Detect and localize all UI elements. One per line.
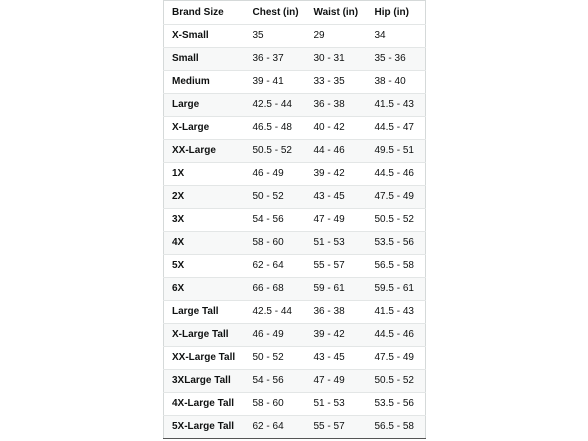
chest-cell: 50 - 52 <box>245 347 306 370</box>
hip-cell: 53.5 - 56 <box>367 393 426 416</box>
hip-cell: 44.5 - 46 <box>367 163 426 186</box>
waist-cell: 40 - 42 <box>306 117 367 140</box>
chest-cell: 66 - 68 <box>245 278 306 301</box>
table-row <box>164 209 426 232</box>
table-row <box>164 71 426 94</box>
header-waist: Waist (in) <box>306 1 367 25</box>
chest-cell: 58 - 60 <box>245 393 306 416</box>
brand-size-cell: 3XLarge Tall <box>164 370 245 393</box>
waist-cell: 33 - 35 <box>306 71 367 94</box>
brand-size-cell: 5X-Large Tall <box>172 421 235 432</box>
waist-cell: 47 - 49 <box>306 370 367 393</box>
waist-cell: 44 - 46 <box>306 140 367 163</box>
header-chest: Chest (in) <box>245 1 306 25</box>
hip-cell: 44.5 - 46 <box>367 324 426 347</box>
brand-size-cell: 4X <box>164 232 245 255</box>
waist-cell: 47 - 49 <box>306 209 367 232</box>
brand-size-cell: Large Tall <box>164 301 245 324</box>
brand-size-cell: Medium <box>164 71 245 94</box>
header-hip: Hip (in) <box>367 1 426 25</box>
size-chart-header <box>164 1 426 25</box>
chest-cell: 50.5 - 52 <box>245 140 306 163</box>
chest-cell: 54 - 56 <box>245 370 306 393</box>
hip-cell: 35 - 36 <box>367 48 426 71</box>
chest-cell: 36 - 37 <box>245 48 306 71</box>
waist-cell: 59 - 61 <box>306 278 367 301</box>
table-row <box>164 25 426 48</box>
brand-size-cell: X-Large <box>164 117 245 140</box>
table-row <box>164 324 426 347</box>
waist-cell: 51 - 53 <box>306 393 367 416</box>
hip-cell: 38 - 40 <box>367 71 426 94</box>
hip-cell: 49.5 - 51 <box>367 140 426 163</box>
waist-cell: 39 - 42 <box>306 324 367 347</box>
waist-cell: 39 - 42 <box>306 163 367 186</box>
hip-cell: 47.5 - 49 <box>367 186 426 209</box>
table-row <box>164 416 426 439</box>
waist-cell: 55 - 57 <box>313 421 345 432</box>
chest-cell: 42.5 - 44 <box>245 301 306 324</box>
hip-cell: 59.5 - 61 <box>367 278 426 301</box>
brand-size-cell: 4X-Large Tall <box>164 393 245 416</box>
chest-cell: 46 - 49 <box>245 163 306 186</box>
table-row <box>164 232 426 255</box>
table-row <box>164 140 426 163</box>
header-brand-size: Brand Size <box>164 1 245 25</box>
hip-cell: 41.5 - 43 <box>367 94 426 117</box>
header-row <box>164 1 426 25</box>
waist-cell: 43 - 45 <box>306 186 367 209</box>
table-row <box>164 186 426 209</box>
table-row <box>164 94 426 117</box>
brand-size-cell: Large <box>164 94 245 117</box>
brand-size-cell: X-Large Tall <box>164 324 245 347</box>
brand-size-cell: 2X <box>164 186 245 209</box>
hip-cell: 41.5 - 43 <box>367 301 426 324</box>
chest-cell: 50 - 52 <box>245 186 306 209</box>
hip-cell: 50.5 - 52 <box>367 370 426 393</box>
hip-cell: 56.5 - 58 <box>374 421 414 432</box>
table-row <box>164 163 426 186</box>
table-row <box>164 347 426 370</box>
chest-cell: 42.5 - 44 <box>245 94 306 117</box>
hip-cell: 47.5 - 49 <box>367 347 426 370</box>
hip-cell: 53.5 - 56 <box>367 232 426 255</box>
hip-cell: 44.5 - 47 <box>367 117 426 140</box>
brand-size-cell: 1X <box>164 163 245 186</box>
brand-size-cell: Small <box>164 48 245 71</box>
hip-cell: 34 <box>367 25 426 48</box>
table-row <box>164 301 426 324</box>
brand-size-cell: 6X <box>164 278 245 301</box>
waist-cell: 55 - 57 <box>306 255 367 278</box>
hip-cell: 50.5 - 52 <box>367 209 426 232</box>
waist-cell: 36 - 38 <box>306 301 367 324</box>
table-row <box>164 278 426 301</box>
chest-cell: 62 - 64 <box>245 255 306 278</box>
waist-cell: 51 - 53 <box>306 232 367 255</box>
waist-cell: 36 - 38 <box>306 94 367 117</box>
chest-cell: 46 - 49 <box>245 324 306 347</box>
table-row <box>164 117 426 140</box>
brand-size-cell: 5X <box>164 255 245 278</box>
table-row <box>164 255 426 278</box>
chest-cell: 39 - 41 <box>245 71 306 94</box>
waist-cell: 43 - 45 <box>306 347 367 370</box>
brand-size-cell: 3X <box>164 209 245 232</box>
brand-size-cell: XX-Large <box>164 140 245 163</box>
chest-cell: 62 - 64 <box>252 421 284 432</box>
hip-cell: 56.5 - 58 <box>367 255 426 278</box>
size-chart-table <box>163 0 426 439</box>
chest-cell: 54 - 56 <box>245 209 306 232</box>
table-row <box>164 48 426 71</box>
brand-size-cell: X-Small <box>164 25 245 48</box>
waist-cell: 29 <box>306 25 367 48</box>
size-chart-body <box>164 25 426 439</box>
table-row <box>164 370 426 393</box>
chest-cell: 46.5 - 48 <box>245 117 306 140</box>
waist-cell: 30 - 31 <box>306 48 367 71</box>
table-row <box>164 393 426 416</box>
chest-cell: 58 - 60 <box>245 232 306 255</box>
brand-size-cell: XX-Large Tall <box>164 347 245 370</box>
chest-cell: 35 <box>245 25 306 48</box>
